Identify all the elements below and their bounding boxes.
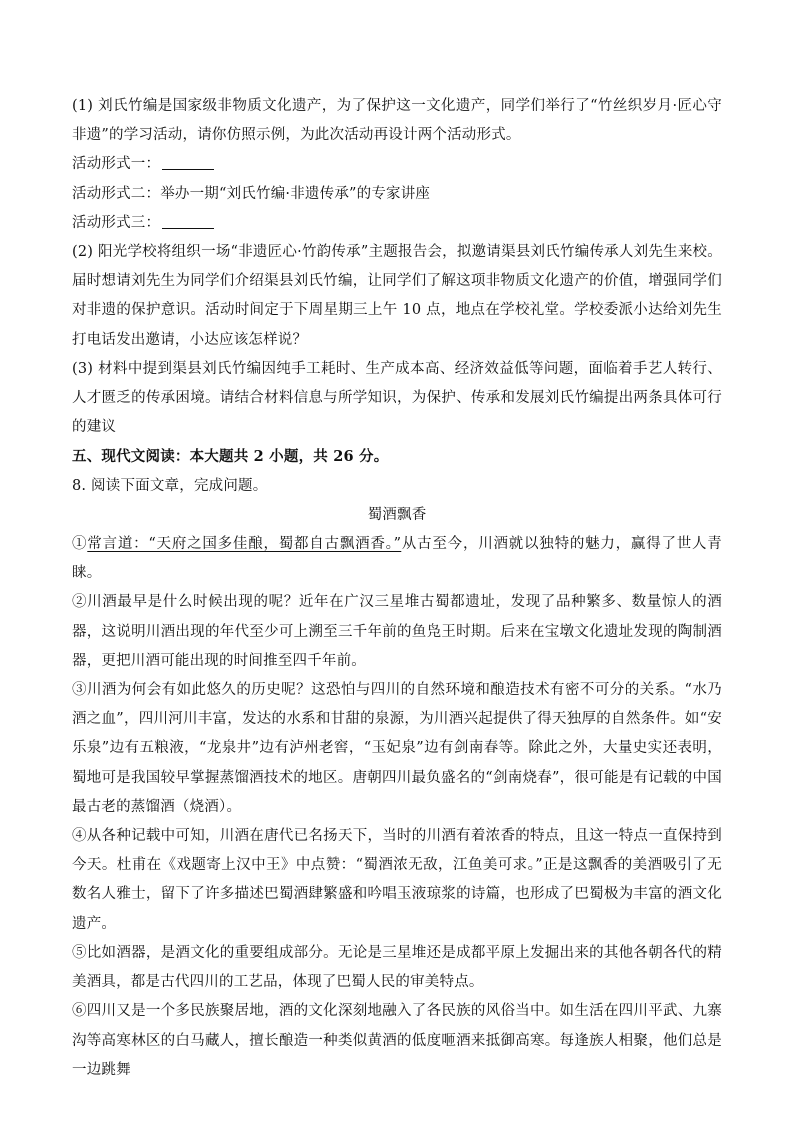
question-1-text: (1) 刘氏竹编是国家级非物质文化遗产，为了保护这一文化遗产，同学们举行了“竹丝织岁月·匠心守非遗”的学习活动，请你仿照示例，为此次活动再设计两个活动形式。	[72, 98, 722, 144]
question-3-text: (3) 材料中提到渠县刘氏竹编因纯手工耗时、生产成本高、经济效益低等问题，面临着手艺人转行、人才匮乏的传承困境。请结合材料信息与所学知识，为保护、传承和发展刘氏竹编提出两条具体可行的建议	[72, 360, 722, 436]
article-paragraph-1	[72, 530, 722, 588]
article-paragraph-5: ⑤比如酒器，是酒文化的重要组成部分。无论是三星堆还是成都平原上发掘出来的其他各朝各代的精美酒具，都是古代四川的工艺品，体现了巴蜀人民的审美特点。	[72, 944, 722, 991]
article-title: 蜀酒飘香	[367, 506, 427, 523]
article-paragraph-2: ②川酒最早是什么时候出现的呢？近年在广汉三星堆古蜀都遗址，发现了品种繁多、数量惊人的酒器，这说明川酒出现的年代至少可上溯至三千年前的鱼凫王时期。后来在宝墩文化遗址发现的陶制酒器，更把川酒可能出现的时间推至四千年前。	[72, 594, 722, 669]
question-8-intro: 8. 阅读下面文章，完成问题。	[72, 477, 268, 494]
activity-form-3	[72, 209, 722, 238]
article-paragraph-3: ③川酒为何会有如此悠久的历史呢？这恐怕与四川的自然环境和酿造技术有密不可分的关系。“水乃酒之血”，四川河川丰富，发达的水系和甘甜的泉源，为川酒兴起提供了得天独厚的自然条件。如“安乐泉”边有五粮液，“龙泉井”边有泸州老窖，“玉妃泉”边有剑南春等。除此之外，大量史实还表明，蜀地可是我国较早掌握蒸馏酒技术的地区。唐朝四川最负盛名的“剑南烧春”，很可能是有记载的中国最古老的蒸馏酒（烧酒）。	[72, 682, 722, 815]
article-paragraph-6: ⑥四川又是一个多民族聚居地，酒的文化深刻地融入了各民族的风俗当中。如生活在四川平武、九寨沟等高寒林区的白马藏人，擅长酿造一种类似黄酒的低度咂酒来抵御高寒。每逢族人相聚，他们总是一边跳舞	[72, 1003, 722, 1078]
answer-blank-1[interactable]	[162, 155, 214, 170]
document-content	[72, 92, 722, 1085]
activity-form-2: 活动形式二：举办一期“刘氏竹编·非遗传承”的专家讲座	[72, 185, 431, 202]
article-paragraph-4: ④从各种记载中可知，川酒在唐代已名扬天下，当时的川酒有着浓香的特点，且这一特点一直保持到今天。杜甫在《戏题寄上汉中王》中点赞：“蜀酒浓无敌，江鱼美可求。”正是这飘香的美酒吸引了无数名人雅士，留下了许多描述巴蜀酒肆繁盛和吟唱玉液琼浆的诗篇，也形成了巴蜀极为丰富的酒文化遗产。	[72, 828, 722, 932]
activity-form-1-label: 活动形式一：	[72, 156, 161, 173]
answer-blank-3[interactable]	[162, 214, 214, 229]
paragraph-1-underlined-quote: 常言道：“天府之国多佳酿，蜀都自古飘酒香。”	[87, 536, 402, 553]
activity-form-3-label: 活动形式三：	[72, 214, 161, 231]
paragraph-1-number: ①	[72, 536, 88, 553]
section-5-heading: 五、现代文阅读：本大题共 2 小题，共 26 分。	[72, 448, 389, 466]
activity-form-1	[72, 150, 722, 179]
paragraph-1-rest: 从古至今，川酒就以独特的魅力，赢得了世人青睐。	[72, 536, 722, 582]
question-2-text: (2) 阳光学校将组织一场“非遗匠心·竹韵传承”主题报告会，拟邀请渠县刘氏竹编传承人刘先生来校。届时想请刘先生为同学们介绍渠县刘氏竹编，让同学们了解这项非物质文化遗产的价值，增强同学们对非遗的保护意识。活动时间定于下周星期三上午 10 点，地点在学校礼堂。学校委派小达给刘先生打电话发出邀请，小达应该怎样说？	[72, 244, 722, 348]
